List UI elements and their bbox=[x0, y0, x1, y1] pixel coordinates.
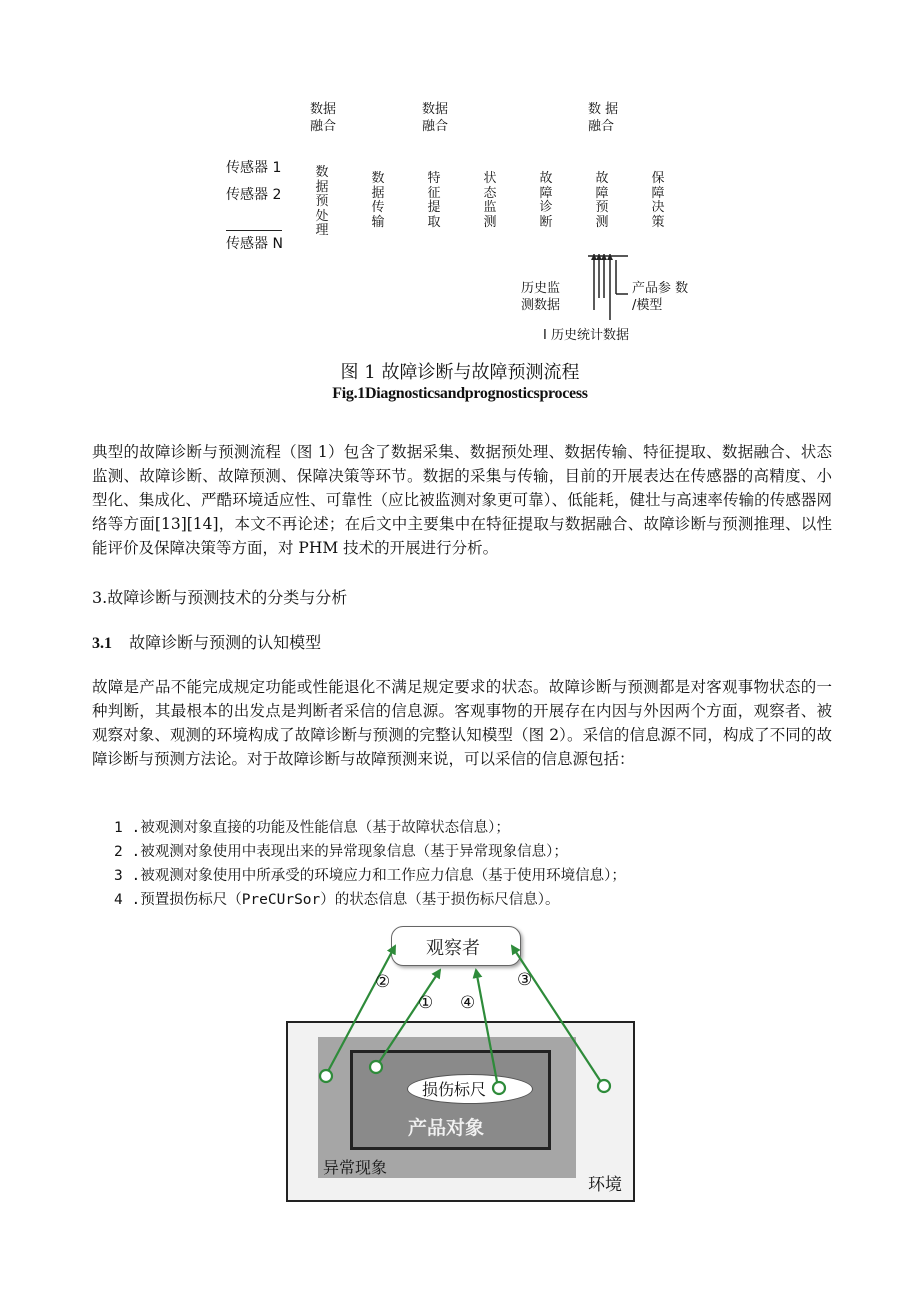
history-feed-connector bbox=[580, 250, 640, 330]
sensor-1: 传感器 1 bbox=[226, 160, 282, 176]
sensor-divider bbox=[226, 230, 282, 231]
stage-feature: 特征提取 bbox=[427, 171, 441, 230]
damage-ruler-label: 损伤标尺 bbox=[422, 1080, 487, 1099]
product-params-model: 产品参 数 /模型 bbox=[632, 281, 689, 313]
stage-transmit: 数据传输 bbox=[371, 171, 385, 230]
mark-1: ① bbox=[418, 993, 434, 1013]
fusion-label-3: 数 据 融合 bbox=[588, 102, 619, 134]
mark-2: ② bbox=[375, 972, 391, 992]
sensor-2: 传感器 2 bbox=[226, 187, 282, 203]
section-3-1-heading bbox=[92, 630, 321, 653]
history-stats-data: I 历史统计数据 bbox=[543, 328, 629, 343]
fusion-label-1: 数据 融合 bbox=[310, 102, 337, 134]
stage-predict: 故障预测 bbox=[595, 171, 609, 230]
list-item: 4 .预置损伤标尺（PreCUrSor）的状态信息（基于损伤标尺信息）。 bbox=[114, 892, 560, 908]
section-3-heading: 3.故障诊断与预测技术的分类与分析 bbox=[92, 588, 348, 607]
history-monitor-data: 历史监 测数据 bbox=[521, 281, 561, 313]
section-3-1-title: 故障诊断与预测的认知模型 bbox=[129, 633, 322, 652]
anomaly-label: 异常现象 bbox=[323, 1158, 388, 1177]
paragraph-2: 故障是产品不能完成规定功能或性能退化不满足规定要求的状态。故障诊断与预测都是对客观事物状态的一种判断，其最根本的出发点是判断者采信的信息源。客观事物的开展存在内因与外因两个方面，观察者、被观察对象、观测的环境构成了故障诊断与预测的完整认知模型（图 2）。采信的信息源不同，构成了不同的故障诊断与预测方法论。对于故障诊断与故障预测来说，可以采信的信息源包括： bbox=[92, 678, 832, 768]
mark-4: ④ bbox=[460, 993, 476, 1013]
mark-3: ③ bbox=[517, 970, 533, 990]
list-item: 2 .被观测对象使用中表现出来的异常现象信息（基于异常现象信息）； bbox=[114, 844, 568, 860]
sensor-n: 传感器 N bbox=[226, 236, 283, 252]
stage-diagnose: 故障诊断 bbox=[539, 171, 553, 230]
figure-1-caption-en: Fig.1Diagnosticsandprognosticsprocess bbox=[332, 385, 588, 402]
list-item: 3 .被观测对象使用中所承受的环境应力和工作应力信息（基于使用环境信息）； bbox=[114, 868, 626, 884]
fusion-label-2: 数据 融合 bbox=[422, 102, 449, 134]
environment-label: 环境 bbox=[588, 1175, 622, 1195]
product-object-label: 产品对象 bbox=[408, 1117, 485, 1139]
section-3-1-number: 3.1 bbox=[92, 635, 112, 652]
stage-decision: 保障决策 bbox=[651, 171, 665, 230]
list-item: 1 .被观测对象直接的功能及性能信息（基于故障状态信息）； bbox=[114, 820, 510, 836]
observer-label: 观察者 bbox=[426, 938, 480, 959]
figure-1-caption-cn: 图 1 故障诊断与故障预测流程 bbox=[340, 362, 580, 383]
stage-monitor: 状态监测 bbox=[483, 171, 497, 230]
paragraph-1: 典型的故障诊断与预测流程（图 1）包含了数据采集、数据预处理、数据传输、特征提取、数据融合、状态监测、故障诊断、故障预测、保障决策等环节。数据的采集与传输，目前的开展表达在传感器的高精度、小型化、集成化、严酷环境适应性、可靠性（应比被监测对象更可靠）、低能耗，健壮与高速率传输的传感器网络等方面[13][14]，本文不再论述；在后文中主要集中在特征提取与数据融合、故障诊断与预测推理、以性能评价及保障决策等方面，对 PHM 技术的开展进行分析。 bbox=[92, 443, 832, 557]
stage-preprocess: 数据预处理 bbox=[315, 165, 329, 238]
